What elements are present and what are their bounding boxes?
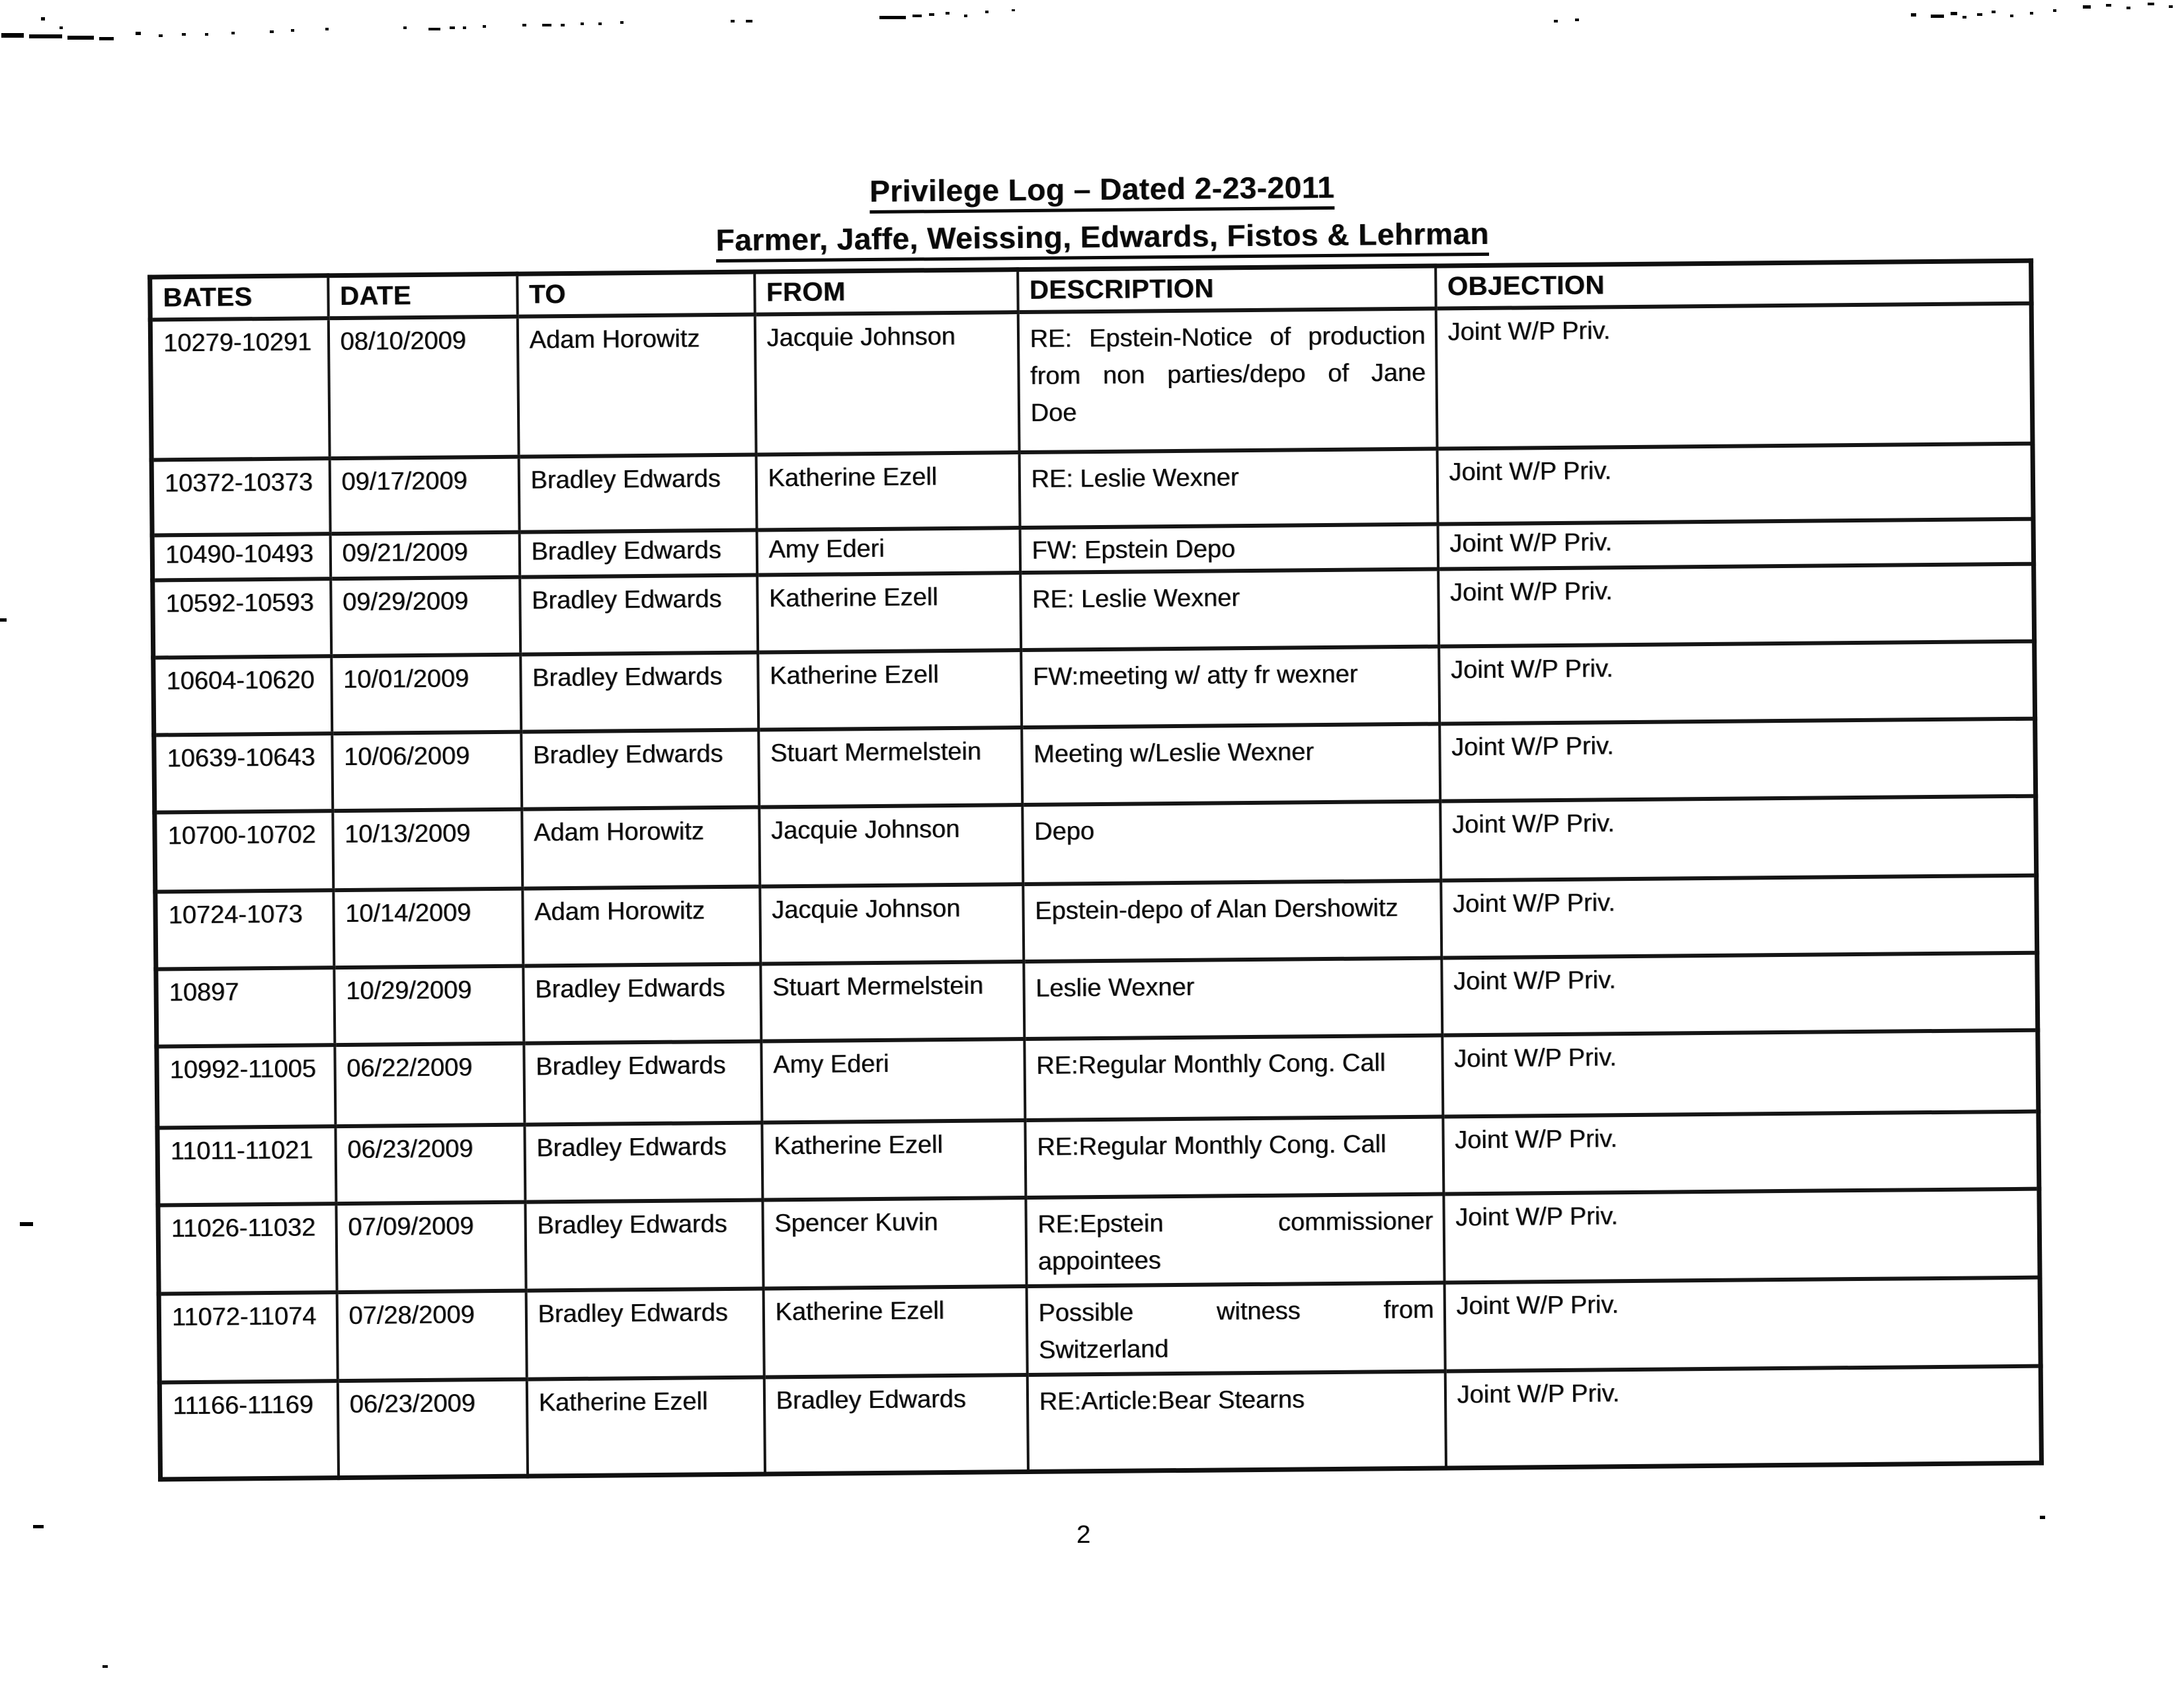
cell-to: Bradley Edwards: [520, 652, 758, 731]
description-line: Meeting w/Leslie Wexner: [1033, 737, 1314, 768]
cell-date: 06/22/2009: [335, 1043, 524, 1126]
description-line: appointees: [1037, 1246, 1161, 1276]
description-line: Depo: [1033, 817, 1095, 846]
cell-objection: Joint W/P Priv.: [1436, 303, 2033, 448]
cell-objection: Joint W/P Priv.: [1437, 518, 2034, 569]
table-row: [158, 1188, 2040, 1294]
cell-date: 07/28/2009: [337, 1290, 526, 1380]
cell-to: Bradley Edwards: [519, 530, 757, 577]
cell-from: Spencer Kuvin: [762, 1198, 1026, 1288]
cell-bates: 10490-10493: [152, 534, 331, 580]
table-row: [157, 1030, 2039, 1128]
description-line: RE: Leslie Wexner: [1031, 583, 1240, 614]
cell-bates: 10279-10291: [150, 318, 329, 460]
cell-from: Stuart Mermelstein: [760, 962, 1024, 1041]
cell-date: 09/17/2009: [329, 456, 519, 533]
cell-objection: Joint W/P Priv.: [1443, 1111, 2039, 1194]
cell-description: [1025, 1116, 1443, 1198]
table-body: [150, 303, 2041, 1479]
cell-from: Amy Ederi: [761, 1039, 1025, 1122]
cell-description: [1019, 448, 1437, 528]
table-row: [159, 1366, 2041, 1479]
document-title: [30, 162, 2174, 216]
document-header: [0, 0, 2175, 265]
cell-objection: Joint W/P Priv.: [1439, 641, 2035, 723]
cell-date: 10/06/2009: [332, 731, 522, 810]
cell-bates: 10639-10643: [154, 733, 333, 812]
cell-description: [1022, 723, 1440, 805]
cell-date: 08/10/2009: [328, 316, 518, 458]
cell-to: Bradley Edwards: [524, 1122, 762, 1202]
cell-bates: 11166-11169: [159, 1381, 338, 1479]
column-header-bates: BATES: [150, 276, 329, 319]
description-line: RE: Epstein-Notice of production: [1030, 321, 1426, 353]
cell-from: Katherine Ezell: [762, 1120, 1026, 1200]
cell-date: 09/21/2009: [330, 532, 520, 578]
cell-to: Adam Horowitz: [517, 314, 756, 456]
description-line: Possible witness from: [1038, 1296, 1434, 1327]
cell-date: 06/23/2009: [337, 1379, 527, 1477]
cell-bates: 10604-10620: [153, 656, 332, 735]
description-line: RE:Article:Bear Stearns: [1039, 1385, 1305, 1416]
cell-description: [1021, 646, 1439, 727]
cell-objection: Joint W/P Priv.: [1442, 1030, 2039, 1116]
privilege-log-table: [147, 259, 2044, 1482]
cell-objection: Joint W/P Priv.: [1437, 443, 2033, 524]
cell-to: Bradley Edwards: [518, 454, 756, 532]
cell-bates: 11072-11074: [159, 1292, 337, 1382]
cell-from: Bradley Edwards: [764, 1375, 1028, 1474]
cell-to: Bradley Edwards: [526, 1288, 764, 1379]
cell-description: [1026, 1282, 1445, 1375]
cell-description: [1018, 308, 1437, 452]
cell-date: 09/29/2009: [331, 577, 520, 655]
cell-bates: 10372-10373: [151, 458, 330, 535]
cell-bates: 10700-10702: [155, 811, 333, 891]
description-line: FW:meeting w/ atty fr wexner: [1032, 660, 1358, 691]
cell-bates: 11026-11032: [158, 1204, 337, 1294]
table-row: [159, 1277, 2041, 1382]
cell-description: [1022, 801, 1441, 884]
cell-description: [1020, 569, 1439, 650]
cell-bates: 10724-1073: [155, 890, 334, 969]
table-row: [150, 303, 2033, 460]
title-line-1: Privilege Log – Dated 2-23-2011: [870, 170, 1335, 214]
description-line: RE:Regular Monthly Cong. Call: [1037, 1130, 1387, 1161]
cell-description: [1027, 1371, 1445, 1472]
column-header-date: DATE: [328, 274, 518, 317]
cell-objection: Joint W/P Priv.: [1441, 952, 2038, 1035]
cell-from: Katherine Ezell: [756, 452, 1020, 530]
cell-from: Stuart Mermelstein: [758, 727, 1022, 807]
description-line: RE:Epstein commissioner: [1037, 1207, 1434, 1239]
cell-from: Jacquie Johnson: [760, 884, 1024, 964]
cell-to: Bradley Edwards: [520, 575, 758, 654]
cell-bates: 11011-11021: [157, 1126, 336, 1205]
description-line: Switzerland: [1038, 1335, 1169, 1364]
cell-objection: Joint W/P Priv.: [1441, 875, 2037, 958]
cell-description: [1023, 880, 1441, 962]
cell-from: Katherine Ezell: [757, 573, 1021, 652]
cell-to: Katherine Ezell: [526, 1377, 764, 1476]
column-header-to: TO: [517, 272, 755, 316]
cell-date: 10/01/2009: [331, 654, 521, 733]
cell-objection: Joint W/P Priv.: [1440, 796, 2037, 880]
description-line: RE: Leslie Wexner: [1031, 463, 1239, 493]
column-header-description: DESCRIPTION: [1018, 266, 1436, 312]
column-header-objection: OBJECTION: [1436, 261, 2032, 308]
cell-date: 10/29/2009: [334, 966, 524, 1044]
description-line: FW: Epstein Depo: [1031, 534, 1236, 565]
cell-objection: Joint W/P Priv.: [1445, 1366, 2041, 1468]
cell-to: Adam Horowitz: [522, 807, 760, 888]
cell-to: Bradley Edwards: [521, 729, 759, 809]
cell-objection: Joint W/P Priv.: [1439, 718, 2036, 801]
cell-description: [1024, 1035, 1443, 1120]
cell-date: 07/09/2009: [336, 1202, 526, 1292]
cell-date: 06/23/2009: [335, 1124, 525, 1203]
title-line-2: Farmer, Jaffe, Weissing, Edwards, Fistos & Lehrman: [715, 216, 1489, 263]
page-number: 2: [1076, 1521, 1091, 1549]
cell-objection: Joint W/P Priv.: [1438, 563, 2035, 646]
cell-objection: Joint W/P Priv.: [1443, 1188, 2040, 1282]
cell-description: [1020, 524, 1438, 573]
cell-from: Jacquie Johnson: [759, 805, 1023, 886]
document-subtitle: [30, 210, 2175, 264]
cell-to: Adam Horowitz: [522, 886, 760, 966]
cell-objection: Joint W/P Priv.: [1444, 1277, 2041, 1371]
cell-to: Bradley Edwards: [523, 964, 761, 1043]
cell-bates: 10897: [156, 968, 335, 1046]
cell-from: Jacquie Johnson: [754, 312, 1019, 454]
description-line: RE:Regular Monthly Cong. Call: [1035, 1048, 1386, 1080]
cell-date: 10/13/2009: [333, 809, 522, 889]
cell-from: Amy Ederi: [756, 528, 1020, 575]
cell-from: Katherine Ezell: [763, 1286, 1027, 1377]
column-header-from: FROM: [754, 270, 1018, 314]
cell-to: Bradley Edwards: [524, 1041, 762, 1124]
description-line: from non parties/depo of Jane: [1030, 358, 1426, 390]
cell-description: [1026, 1194, 1444, 1286]
cell-description: [1024, 958, 1442, 1039]
description-line: Leslie Wexner: [1035, 973, 1195, 1003]
description-line: Epstein-depo of Alan Dershowitz: [1034, 893, 1398, 925]
cell-bates: 10592-10593: [153, 579, 331, 657]
cell-bates: 10992-11005: [157, 1045, 335, 1128]
cell-to: Bradley Edwards: [525, 1200, 763, 1290]
cell-date: 10/14/2009: [333, 888, 523, 967]
description-line: Doe: [1030, 398, 1077, 427]
cell-from: Katherine Ezell: [758, 650, 1022, 729]
